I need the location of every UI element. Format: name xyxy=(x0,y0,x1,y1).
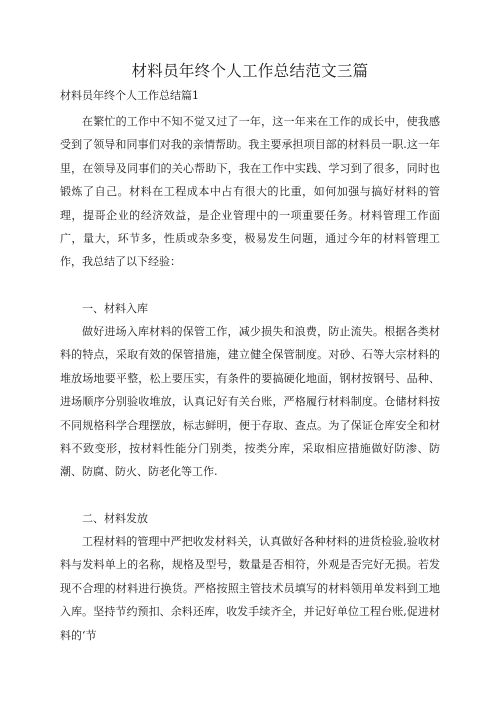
intro-paragraph: 在繁忙的工作中不知不觉又过了一年，这一年来在工作的成长中，使我感受到了领导和同事们对我的亲情帮助。我主要承担项目部的材料员一职.这一年里，在领导及同事们的关心帮助下，我在工作中实践、学习到了很多，同时也锻炼了自己。材料在工程成本中占有很大的比重，如何加强与搞好材料的管理，提哥企业的经济效益，是企业管理中的一项重要任务。材料管理工作面广，量大，环节多，性质或杂多变，极易发生问题，通过今年的材料管理工作，我总结了以下经验： xyxy=(60,115,440,269)
section-body-materials-in: 做好进场入库材料的保管工作，减少损失和浪费，防止流失。根据各类材料的特点，采取有效的保管措施，建立健全保管制度。对砂、石等大宗材料的堆放场地要平整，松上要压实，有条件的要搞硬化地面，钢材按钢号、品种、进场顺序分别验收堆放，认真记好有关台账，严格履行材料制度。仓储材料按不同规格科学合理摆放，标志鲜明，便于存取、查点。为了保证仓库安全和材料不致变形，按材料性能分门别类，按类分库，采取相应措施做好防渗、防潮、防腐、防火、防老化等工作. xyxy=(60,325,440,479)
section-heading-materials-out: 二、材料发放 xyxy=(82,512,148,525)
section-heading-materials-in: 一、材料入库 xyxy=(82,302,148,315)
document-title: 材料员年终个人工作总结范文三篇 xyxy=(131,62,369,80)
document-subtitle: 材料员年终个人工作总结篇1 xyxy=(60,89,199,102)
section-body-materials-out: 工程材料的管理中严把收发材料关，认真做好各种材料的进货检验,验收材料与发料单上的名称，规格及型号，数量是否相符，外观是否完好无损。若发现不合理的材料进行换货。严格按照主管技术员填写的材料领用单发料到工地入库。坚持节约预扣、余料还库，收发手续齐全，并记好单位工程台账,促进材料的‘节 xyxy=(60,535,440,642)
